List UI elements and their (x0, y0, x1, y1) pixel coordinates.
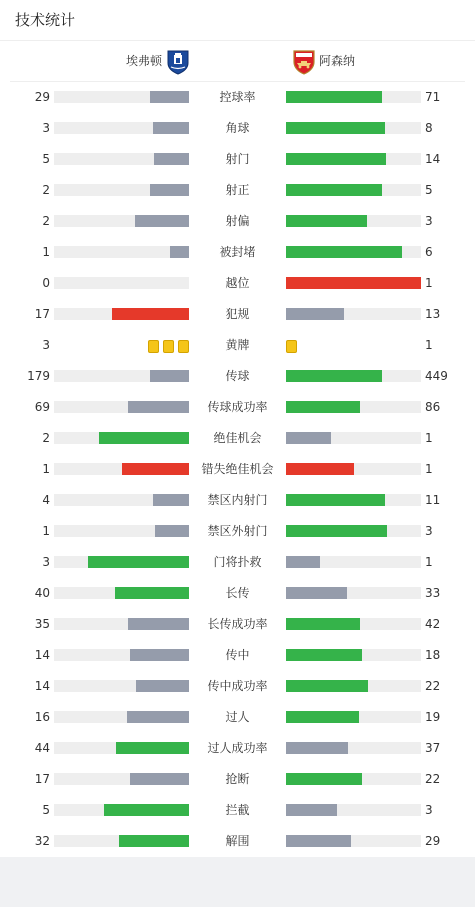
home-bar-track (54, 215, 189, 227)
away-value: 86 (425, 400, 441, 414)
home-bar-track (54, 277, 189, 289)
away-bar-track (286, 184, 421, 196)
home-value: 40 (34, 586, 50, 600)
away-bar-fill (286, 804, 337, 816)
away-value: 6 (425, 245, 433, 259)
away-bar-track (286, 91, 421, 103)
away-bar-track (286, 556, 421, 568)
away-bar-track (286, 122, 421, 134)
home-bar-fill (104, 804, 189, 816)
home-value: 2 (42, 431, 50, 445)
yellow-card-icon (148, 340, 159, 353)
home-bar-track (54, 184, 189, 196)
stat-row (0, 392, 475, 423)
stat-row (0, 237, 475, 268)
stat-row (0, 516, 475, 547)
stat-row (0, 826, 475, 857)
home-bar-track (54, 432, 189, 444)
home-yellow-cards (144, 338, 189, 352)
away-bar-fill (286, 711, 359, 723)
away-bar-fill (286, 215, 367, 227)
away-yellow-cards (286, 338, 301, 352)
home-bar-fill (127, 711, 189, 723)
home-value: 14 (34, 648, 50, 662)
stat-row (0, 361, 475, 392)
stat-label: 越位 (225, 276, 250, 290)
home-bar-track (54, 804, 189, 816)
home-value: 69 (34, 400, 50, 414)
page-title: 技术统计 (15, 11, 76, 29)
stat-row (0, 485, 475, 516)
away-bar-track (286, 711, 421, 723)
home-value: 3 (42, 121, 50, 135)
home-value: 2 (42, 214, 50, 228)
away-bar-fill (286, 773, 362, 785)
everton-crest-icon (166, 49, 190, 75)
home-bar-track (54, 835, 189, 847)
stat-row (0, 609, 475, 640)
away-value: 33 (425, 586, 441, 600)
away-bar-track (286, 835, 421, 847)
away-bar-track (286, 370, 421, 382)
home-value: 35 (34, 617, 50, 631)
home-bar-fill (170, 246, 189, 258)
away-value: 19 (425, 710, 441, 724)
stat-row (0, 423, 475, 454)
away-value: 37 (425, 741, 441, 755)
home-bar-fill (136, 680, 189, 692)
stat-label: 犯规 (225, 307, 250, 321)
stat-row (0, 702, 475, 733)
away-bar-track (286, 773, 421, 785)
away-value: 1 (425, 431, 433, 445)
home-bar-fill (154, 153, 189, 165)
stat-label: 长传 (225, 586, 250, 600)
yellow-card-icon (163, 340, 174, 353)
home-value: 3 (42, 555, 50, 569)
away-value: 5 (425, 183, 433, 197)
home-bar-track (54, 587, 189, 599)
home-bar-track (54, 91, 189, 103)
away-bar-fill (286, 835, 351, 847)
away-bar-fill (286, 680, 368, 692)
yellow-card-icon (178, 340, 189, 353)
stat-row (0, 144, 475, 175)
away-bar-fill (286, 649, 362, 661)
stat-label: 解围 (225, 834, 250, 848)
home-bar-track (54, 618, 189, 630)
home-bar-track (54, 711, 189, 723)
home-bar-fill (150, 184, 189, 196)
away-value: 22 (425, 772, 441, 786)
stat-label: 传球 (225, 369, 250, 383)
team-header (0, 46, 475, 76)
away-bar-fill (286, 122, 385, 134)
stat-label: 射正 (225, 183, 250, 197)
away-value: 18 (425, 648, 441, 662)
stat-row (0, 578, 475, 609)
away-bar-track (286, 277, 421, 289)
stat-label: 角球 (225, 121, 250, 135)
home-value: 29 (34, 90, 50, 104)
away-bar-track (286, 804, 421, 816)
away-value: 22 (425, 679, 441, 693)
stat-label: 绝佳机会 (213, 431, 262, 445)
arsenal-crest-icon (292, 49, 316, 75)
home-bar-fill (128, 618, 189, 630)
stat-row (0, 330, 475, 361)
stat-label: 长传成功率 (207, 617, 268, 631)
stats-list (0, 82, 475, 857)
home-bar-fill (150, 91, 189, 103)
away-value: 1 (425, 276, 433, 290)
away-bar-track (286, 742, 421, 754)
home-value: 0 (42, 276, 50, 290)
home-bar-fill (153, 494, 189, 506)
home-bar-fill (130, 773, 189, 785)
away-bar-track (286, 401, 421, 413)
home-value: 4 (42, 493, 50, 507)
stat-label: 过人成功率 (207, 741, 268, 755)
away-bar-fill (286, 618, 360, 630)
stat-row (0, 113, 475, 144)
stat-label: 黄牌 (225, 338, 250, 352)
away-bar-fill (286, 91, 382, 103)
away-bar-fill (286, 556, 320, 568)
home-value: 3 (42, 338, 50, 352)
home-value: 5 (42, 152, 50, 166)
away-bar-fill (286, 370, 382, 382)
stat-label: 门将扑救 (213, 555, 262, 569)
home-bar-fill (130, 649, 189, 661)
away-bar-fill (286, 742, 348, 754)
away-bar-track (286, 246, 421, 258)
home-bar-fill (116, 742, 189, 754)
away-value: 14 (425, 152, 441, 166)
stat-label: 射偏 (225, 214, 250, 228)
away-value: 3 (425, 214, 433, 228)
stat-label: 错失绝佳机会 (201, 462, 274, 476)
away-bar-track (286, 308, 421, 320)
home-bar-track (54, 246, 189, 258)
away-bar-track (286, 463, 421, 475)
away-bar-track (286, 215, 421, 227)
away-value: 8 (425, 121, 433, 135)
home-value: 32 (34, 834, 50, 848)
home-bar-fill (115, 587, 189, 599)
home-bar-track (54, 401, 189, 413)
stat-label: 射门 (225, 152, 250, 166)
away-bar-track (286, 153, 421, 165)
away-bar-fill (286, 308, 344, 320)
away-value: 11 (425, 493, 441, 507)
stat-row (0, 268, 475, 299)
home-value: 1 (42, 462, 50, 476)
stat-label: 抢断 (225, 772, 250, 786)
away-bar-fill (286, 184, 382, 196)
header-divider (0, 40, 475, 41)
stat-row (0, 454, 475, 485)
home-bar-track (54, 308, 189, 320)
stat-label: 传球成功率 (207, 400, 268, 414)
stat-label: 被封堵 (219, 245, 256, 259)
stat-label: 禁区内射门 (207, 493, 268, 507)
home-value: 5 (42, 803, 50, 817)
stat-row (0, 206, 475, 237)
home-value: 17 (34, 772, 50, 786)
away-value: 29 (425, 834, 441, 848)
stat-row (0, 640, 475, 671)
stat-row (0, 547, 475, 578)
home-bar-fill (155, 525, 189, 537)
away-bar-fill (286, 401, 360, 413)
stat-label: 拦截 (225, 803, 250, 817)
stat-row (0, 671, 475, 702)
home-value: 179 (27, 369, 50, 383)
stat-row (0, 733, 475, 764)
away-bar-fill (286, 525, 387, 537)
home-team-name: 埃弗顿 (125, 54, 162, 68)
stat-label: 传中 (225, 648, 250, 662)
home-bar-fill (99, 432, 189, 444)
away-team-name: 阿森纳 (319, 54, 356, 68)
away-value: 71 (425, 90, 441, 104)
away-bar-fill (286, 246, 402, 258)
away-bar-fill (286, 463, 354, 475)
home-bar-track (54, 153, 189, 165)
away-value: 13 (425, 307, 441, 321)
home-bar-track (54, 773, 189, 785)
away-bar-fill (286, 432, 331, 444)
away-bar-track (286, 432, 421, 444)
stat-row (0, 764, 475, 795)
away-bar-fill (286, 153, 386, 165)
away-value: 1 (425, 462, 433, 476)
home-value: 17 (34, 307, 50, 321)
away-bar-fill (286, 587, 347, 599)
home-value: 2 (42, 183, 50, 197)
stat-row (0, 795, 475, 826)
away-bar-track (286, 618, 421, 630)
home-value: 16 (34, 710, 50, 724)
stat-label: 过人 (225, 710, 250, 724)
away-bar-track (286, 649, 421, 661)
home-bar-fill (128, 401, 189, 413)
home-bar-track (54, 556, 189, 568)
home-bar-track (54, 525, 189, 537)
home-value: 44 (34, 741, 50, 755)
stat-row (0, 299, 475, 330)
home-bar-track (54, 122, 189, 134)
home-bar-track (54, 494, 189, 506)
home-bar-track (54, 742, 189, 754)
away-bar-fill (286, 494, 385, 506)
away-value: 42 (425, 617, 441, 631)
away-bar-fill (286, 277, 421, 289)
home-value: 1 (42, 245, 50, 259)
stat-row (0, 82, 475, 113)
away-value: 1 (425, 338, 433, 352)
home-bar-track (54, 370, 189, 382)
home-bar-fill (150, 370, 189, 382)
away-value: 449 (425, 369, 448, 383)
home-bar-fill (135, 215, 189, 227)
home-bar-fill (122, 463, 190, 475)
stat-label: 传中成功率 (207, 679, 268, 693)
stat-label: 控球率 (219, 90, 256, 104)
away-bar-track (286, 494, 421, 506)
home-bar-track (54, 649, 189, 661)
yellow-card-icon (286, 340, 297, 353)
home-bar-fill (88, 556, 189, 568)
away-value: 3 (425, 524, 433, 538)
home-bar-fill (119, 835, 189, 847)
stat-label: 禁区外射门 (207, 524, 268, 538)
home-bar-fill (153, 122, 189, 134)
stat-row (0, 175, 475, 206)
away-value: 1 (425, 555, 433, 569)
home-bar-fill (112, 308, 189, 320)
away-bar-track (286, 587, 421, 599)
away-bar-track (286, 525, 421, 537)
away-bar-track (286, 680, 421, 692)
home-bar-track (54, 680, 189, 692)
home-value: 14 (34, 679, 50, 693)
home-bar-track (54, 463, 189, 475)
away-value: 3 (425, 803, 433, 817)
home-value: 1 (42, 524, 50, 538)
